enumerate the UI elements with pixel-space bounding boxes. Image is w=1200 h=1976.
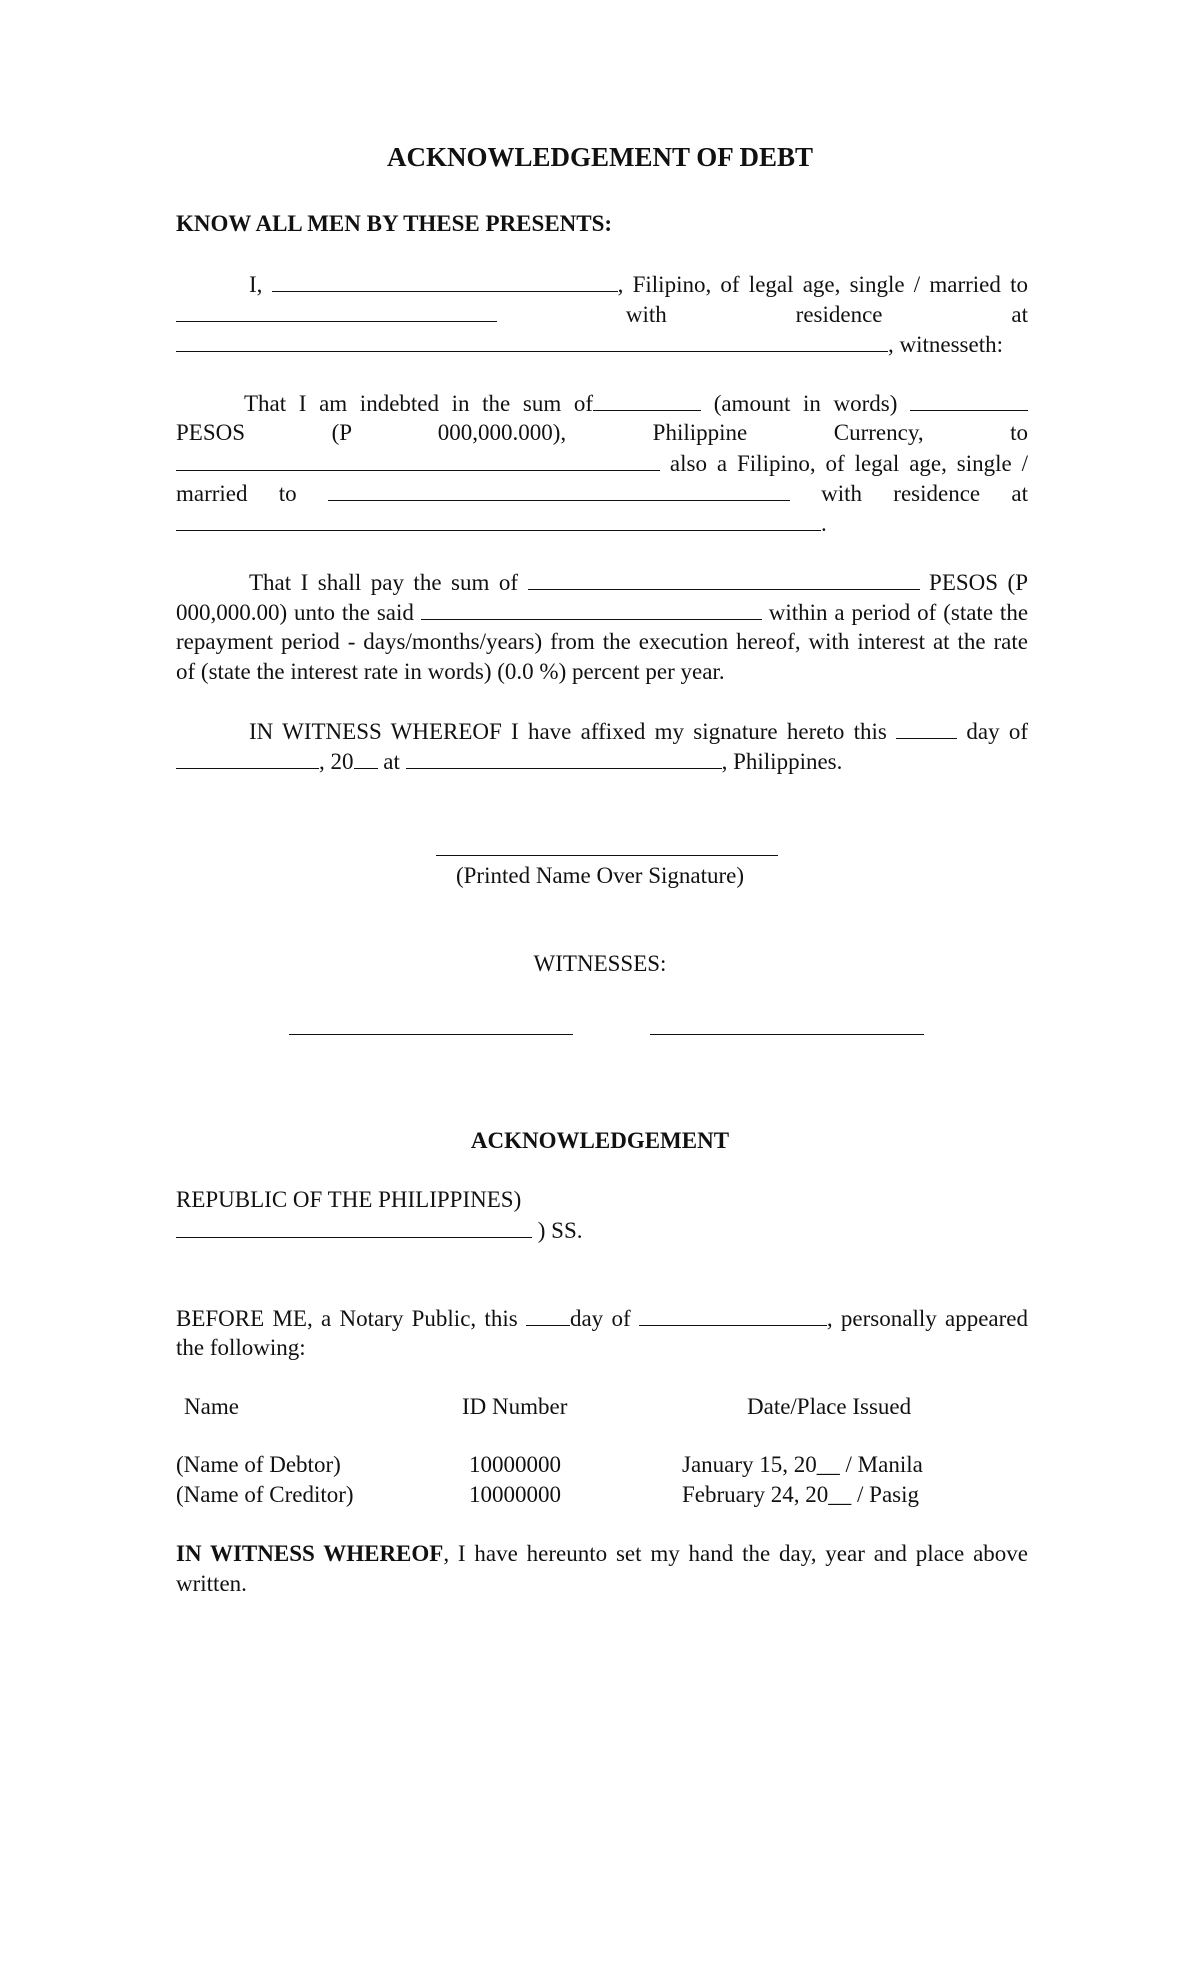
para4-line2: , 20 at , Philippines. [176,746,1028,777]
document-title: ACKNOWLEDGEMENT OF DEBT [386,142,814,172]
para2-line4: married to with residence at [176,478,1028,509]
before-me-line1: BEFORE ME, a Notary Public, this day of , personally appeared [176,1303,1028,1334]
payee-blank [421,597,762,620]
table-row-1-name: (Name of Debtor) [176,1452,341,1477]
sum-blank [593,388,701,411]
para3-line3: repayment period - days/months/years) from the execution hereof, with interest at the rate [176,629,1028,654]
day-blank [896,716,957,739]
table-row-2-id: 10000000 [469,1482,561,1507]
venue-line1: REPUBLIC OF THE PHILIPPINES) [176,1187,522,1212]
year-blank [354,746,378,769]
signature-line [436,855,778,856]
creditor-spouse-blank [328,478,790,501]
para2-line1: That I am indebted in the sum of (amount in words) [176,388,1028,419]
para3-line4: of (state the interest rate in words) (0.0 %) percent per year. [176,659,725,684]
acknowledgement-heading: ACKNOWLEDGEMENT [470,1128,730,1153]
para2-line2: PESOS (P 000,000.000), Philippine Currency, to [176,420,1029,445]
debtor-name-blank [272,269,618,292]
para3-line2: 000,000.00) unto the said within a period of (state the [176,597,1028,628]
place-blank [406,746,722,769]
table-header-date: Date/Place Issued [747,1394,912,1419]
para2-line5: . [176,508,1028,539]
before-me-line2: the following: [176,1335,306,1360]
para2-line3: also a Filipino, of legal age, single / [176,448,1028,479]
table-row-2-name: (Name of Creditor) [176,1482,354,1507]
pay-sum-blank [528,567,920,590]
notary-day-blank [526,1303,570,1326]
spouse-name-blank [176,299,497,322]
para4-line1: IN WITNESS WHEREOF I have affixed my signature hereto this day of [176,716,1028,747]
table-header-id: ID Number [462,1394,568,1419]
table-row-1-id: 10000000 [469,1452,561,1477]
preamble: KNOW ALL MEN BY THESE PRESENTS: [176,211,613,236]
residence-blank [176,329,888,352]
table-row-2-date: February 24, 20__ / Pasig [682,1482,920,1507]
creditor-name-blank [176,448,660,471]
venue-blank [176,1215,532,1238]
table-header-name: Name [184,1394,239,1419]
closing-line1: IN WITNESS WHEREOF, I have hereunto set my hand the day, year and place above [176,1541,1028,1566]
creditor-residence-blank [176,508,821,531]
witness1-line [289,1034,573,1035]
witnesses-label: WITNESSES: [533,951,667,976]
signature-caption: (Printed Name Over Signature) [455,863,745,888]
table-row-1-date: January 15, 20__ / Manila [682,1452,923,1477]
notary-month-blank [639,1303,827,1326]
para1-line3: , witnesseth: [176,329,1028,360]
para1-line2: with residence at [176,299,1028,330]
closing-line2: written. [176,1571,247,1596]
month-blank [176,746,319,769]
para1-line1: I, , Filipino, of legal age, single / married to [176,269,1028,300]
amount-words-blank [910,388,1028,411]
venue-line2: ) SS. [176,1215,583,1246]
para3-line1: That I shall pay the sum of PESOS (P [176,567,1028,598]
witness2-line [650,1034,924,1035]
